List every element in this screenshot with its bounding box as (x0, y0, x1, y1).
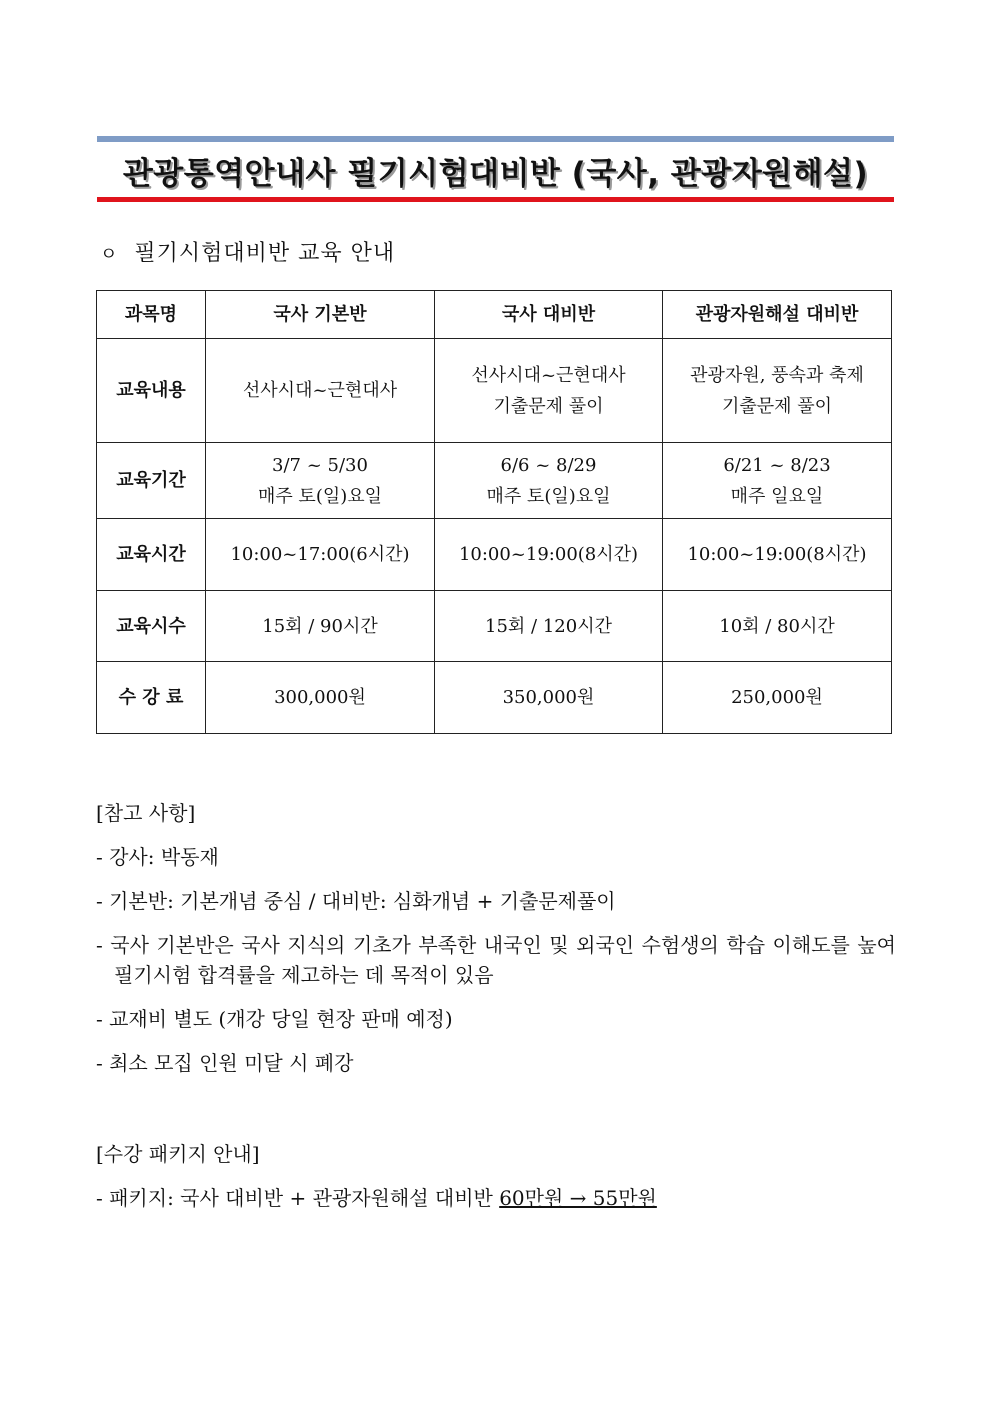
header-tourism-prep: 관광자원해설 대비반 (663, 291, 892, 339)
course-table (96, 290, 892, 734)
table-cell: 선사시대~근현대사 기출문제 풀이 (435, 339, 663, 443)
page-title: 관광통역안내사 필기시험대비반 (국사, 관광자원해설) (122, 156, 869, 192)
table-cell: 10:00~17:00(6시간) (206, 519, 435, 591)
table-cell: 관광자원, 풍속과 축제 기출문제 풀이 (663, 339, 892, 443)
table-cell: 250,000원 (663, 662, 892, 734)
title-bottom-rule (97, 197, 894, 202)
list-item: - 강사: 박동재 (96, 845, 219, 869)
notes-heading: [참고 사항] (96, 801, 196, 825)
list-item: - 기본반: 기본개념 중심 / 대비반: 심화개념 + 기출문제풀이 (96, 889, 616, 913)
section-heading (100, 236, 395, 267)
table-cell: 선사시대~근현대사 (206, 339, 435, 443)
header-basic-history: 국사 기본반 (206, 291, 435, 339)
row-label-sessions: 교육시수 (97, 591, 206, 662)
table-cell: 350,000원 (435, 662, 663, 734)
table-cell: 10:00~19:00(8시간) (435, 519, 663, 591)
package-item (96, 1183, 896, 1213)
header-history-prep: 국사 대비반 (435, 291, 663, 339)
row-label-time: 교육시간 (97, 519, 206, 591)
table-cell: 3/7 ~ 5/30 매주 토(일)요일 (206, 443, 435, 519)
header-subject: 과목명 (97, 291, 206, 339)
table-cell: 15회 / 90시간 (206, 591, 435, 662)
list-item: - 최소 모집 인원 미달 시 폐강 (96, 1051, 354, 1075)
list-item: - 국사 기본반은 국사 지식의 기초가 부족한 내국인 및 외국인 수험생의 학습 이해도를 높여 필기시험 합격률을 제고하는 데 목적이 있음 (96, 933, 896, 987)
table-cell: 10회 / 80시간 (663, 591, 892, 662)
row-label-period: 교육기간 (97, 443, 206, 519)
package-price-change: 60만원 → 55만원 (499, 1186, 657, 1210)
table-header-row (97, 291, 892, 339)
section-heading-text: 필기시험대비반 교육 안내 (134, 241, 396, 266)
package-section (96, 1139, 896, 1213)
row-label-fee: 수 강 료 (97, 662, 206, 734)
table-cell: 15회 / 120시간 (435, 591, 663, 662)
table-row (97, 591, 892, 662)
row-label-content: 교육내용 (97, 339, 206, 443)
table-cell: 300,000원 (206, 662, 435, 734)
bullet-icon: ㅇ (100, 244, 119, 265)
title-block (97, 136, 894, 202)
table-row (97, 519, 892, 591)
table-row (97, 662, 892, 734)
table-row (97, 443, 892, 519)
table-cell: 6/21 ~ 8/23 매주 일요일 (663, 443, 892, 519)
package-text: - 패키지: 국사 대비반 + 관광자원해설 대비반 (96, 1186, 500, 1210)
table-row (97, 339, 892, 443)
package-heading: [수강 패키지 안내] (96, 1142, 260, 1166)
list-item: - 교재비 별도 (개강 당일 현장 판매 예정) (96, 1007, 453, 1031)
table-cell: 6/6 ~ 8/29 매주 토(일)요일 (435, 443, 663, 519)
title-top-rule (97, 136, 894, 142)
table-cell: 10:00~19:00(8시간) (663, 519, 892, 591)
notes-section (96, 798, 896, 1092)
